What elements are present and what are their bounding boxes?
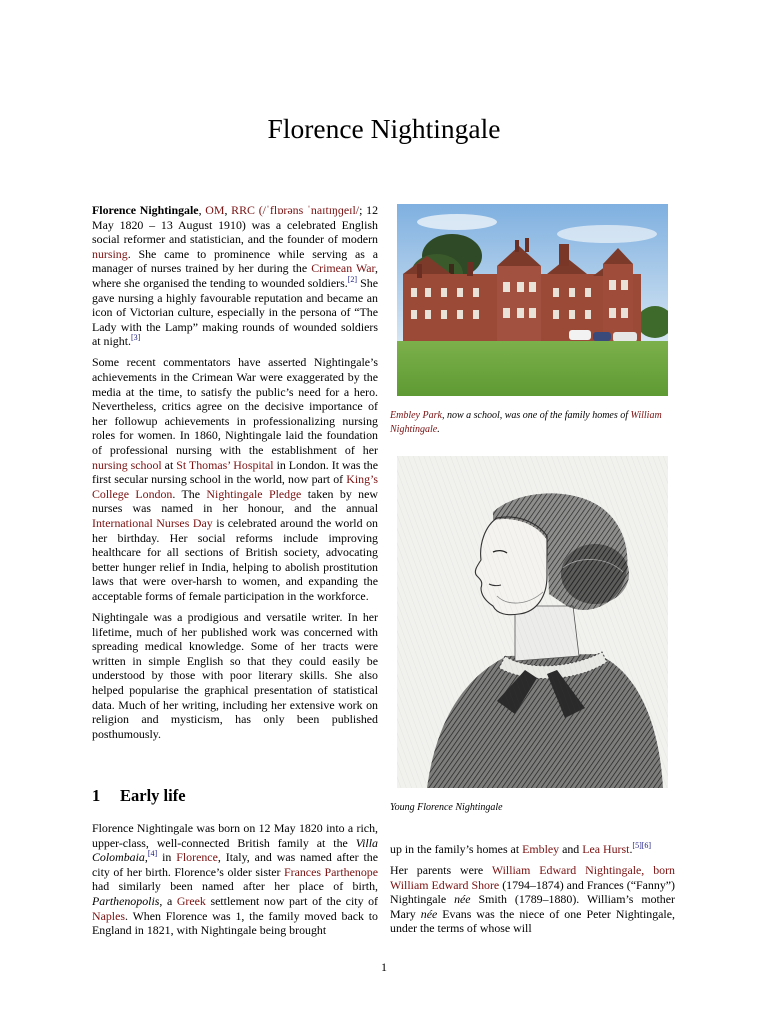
citation-4-link[interactable]: [4]: [147, 849, 158, 859]
page-title: Florence Nightingale: [267, 113, 501, 144]
nursing-school-link[interactable]: nursing school: [92, 457, 162, 472]
early-life-column-right: [390, 842, 675, 943]
intro-paragraph-1: Florence Nightingale, OM, RRC (/ˈflɒrəns ˈnaɪtɪŋɡeɪl/; 12 May 1820 – 13 August 1910) was a celebrated English social reformer and statistician, and the founder of modern nursing. She came to prominence while serving as a manager of nurses trained by her during the Crimean War, where she organised the tending to wounded soldiers.[2] She gave nursing a highly favourable reputation and became an icon of Victorian culture, especially in the persona of “The Lady with the Lamp” making rounds of wounded soldiers at night.[3]: [92, 203, 379, 349]
section-number: 1: [92, 786, 101, 805]
william-edward-nightingale-link[interactable]: William Edward Nightingale, born William Edward Shore: [390, 863, 676, 892]
villa-name: Villa Colombaia: [92, 835, 378, 865]
om-link[interactable]: OM: [205, 203, 225, 217]
young-nightingale-portrait[interactable]: [397, 456, 668, 788]
early-life-paragraph-1: Florence Nightingale was born on 12 May 1820 into a rich, upper-class, well-connected British family at the Villa Colombaia,[4] in Florence, Italy, and was named after the city of her birth. Florence’s older sister Frances Parthenope had similarly been named after her place of birth, Parthenopolis, a Greek settlement now part of the city of Naples. When Florence was 1, the family moved back to England in 1821, with Nightingale being brought: [92, 821, 379, 938]
embley-link[interactable]: Embley: [522, 842, 560, 856]
intro-column: [92, 203, 378, 748]
naples-link[interactable]: Naples: [92, 908, 126, 923]
florence-link[interactable]: Florence: [176, 850, 218, 865]
embley-park-image: [397, 204, 668, 396]
section-title: Early life: [120, 786, 186, 805]
intro-paragraph-3: Nightingale was a prodigious and versatile writer. In her lifetime, much of her published work was concerned with spreading medical knowledge. Some of her tracts were written in simple English so that they could easily be understood by those with poor literary skills. She also helped popularise the graphical presentation of statistical data. Much of her writing, including her extensive work on religion and mysticism, has only been published posthumously.: [92, 610, 378, 741]
citation-5-6-link[interactable]: [5][6]: [632, 841, 652, 850]
lea-hurst-link[interactable]: Lea Hurst: [582, 842, 630, 856]
embley-park-caption: Embley Park, now a school, was one of the family homes of William Nightingale.: [390, 410, 662, 435]
early-life-paragraph-2: Her parents were William Edward Nightingale, born William Edward Shore (1794–1874) and Frances (“Fanny”) Nightingale née Smith (1789–1880). William’s mother Mary née Evans was the niece of one Peter Nightingale, under the terms of whose will: [390, 863, 676, 936]
early-life-column-left: [92, 821, 378, 938]
citation-2-link[interactable]: [2]: [347, 274, 358, 284]
early-life-paragraph-1-cont: up in the family’s homes at Embley and Lea Hurst.[5][6]: [390, 841, 652, 856]
greek-link[interactable]: Greek: [176, 893, 206, 908]
intro-paragraph-2: Some recent commentators have asserted Nightingale’s achievements in the Crimean War were exaggerated by the media at the time, to satisfy the public’s need for a hero. Nevertheless, critics agree on the decisive importance of her followup achievements in professionalizing nursing roles for women. In 1860, Nightingale laid the foundation of professional nursing with the establishment of her nursing school at St Thomas’ Hospital in London. It was the first secular nursing school in the world, now part of King’s College London. The Nightingale Pledge taken by new nurses was named in her honour, and the annual International Nurses Day is celebrated around the world on her birthday. Her social reforms include improving healthcare for all sections of British society, advocating better hunger relief in India, helping to abolish prostitution laws that were over-harsh to women, and expanding the acceptable forms of female participation in the workforce.: [92, 355, 378, 603]
frances-parthenope-link[interactable]: Frances Parthenope: [284, 864, 378, 879]
portrait-engraving-image: [397, 456, 668, 788]
rrc-link[interactable]: RRC: [231, 203, 255, 217]
st-thomas-hospital-link[interactable]: St Thomas’ Hospital: [176, 457, 274, 472]
section-heading-early-life: [92, 786, 378, 806]
parthenopolis-text: Parthenopolis: [92, 893, 160, 908]
page-number: 1: [381, 960, 387, 974]
portrait-caption: Young Florence Nightingale: [390, 802, 503, 813]
subject-name: Florence Nightingale: [92, 203, 199, 217]
nightingale-pledge-link[interactable]: Nightingale Pledge: [206, 486, 302, 501]
kings-college-link[interactable]: King’s College London: [92, 472, 378, 501]
pronunciation-link[interactable]: (/ˈflɒrəns ˈnaɪtɪŋɡeɪl/: [254, 203, 360, 217]
embley-park-photo[interactable]: [397, 204, 668, 396]
nursing-link[interactable]: nursing: [92, 246, 128, 261]
embley-park-link[interactable]: Embley Park: [390, 410, 442, 421]
crimean-war-link[interactable]: Crimean War: [311, 261, 376, 276]
citation-3-link[interactable]: [3]: [130, 333, 141, 343]
nurses-day-link[interactable]: International Nurses Day: [92, 515, 213, 530]
william-nightingale-link[interactable]: William Nightingale: [390, 410, 662, 435]
